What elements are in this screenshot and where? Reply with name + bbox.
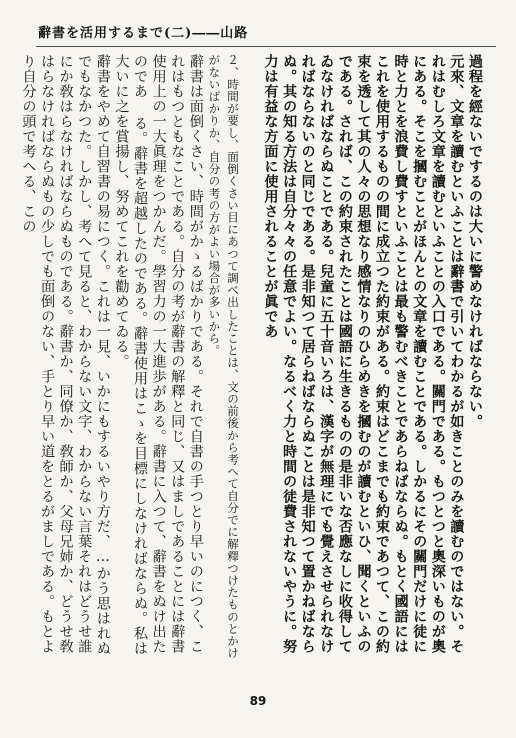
paragraph: 元來、文章を讀むといふことは辭書で引いてわかるが如きことのみを讀むのではない。それはむしろ文章を讀むといふことの入口である。關門である。もつとつと奧深いものが奧にある。そこを摑むことがほんとの文章を讀むことである。しかるにその關門だけに徒に時と力とを浪費し費すといふことは最も警むべきことであらねばならぬ。もとく國語にはこれを使用するものの間に成立つた約束がある。約束はどこまでも約束であつて、この約束を透して其の人々の思想なり感情なりのひらめきを摑むのが讀むといひ、聞くといふのである。されば、この約束されたことは國語に生きるものの是非いな否應なしに收得してゐなければならぬことである。兒童に五十音いろは、漢字が無理にでも覺えさせられなければならないのと同じである。是非知つて居らねばならぬことは是非知つて置かねばならぬ。其の知る方法は自分々々の任意でよい。なるべく力と時間の徒費されないやうに。努力は有益な方面に使用されることが眞であ xyxy=(262,54,465,654)
paragraph: 過程を經ないでするのは大いに警めなければならない。 xyxy=(467,54,483,429)
running-header: 辭書を活用するまで(二)――山路 xyxy=(38,26,249,41)
paragraph: 辭書をやめて自習書の易につく。これは一見、いかにもするいやり方だ、…かう思はれぬでもなかつた。しかし、考へて見ると、わからない文字、わからない言葉それはどうせ誰にか敎はらなければならぬものである。辭書か、同僚か、敎師か、父母兄姉か、どうせ敎はらなければならぬもの少しでも面倒のない、手とり早い道をとるがましである。もとより自分の頭で考へる、この xyxy=(20,54,111,656)
header-rule xyxy=(36,46,496,47)
text-column-left xyxy=(20,54,242,666)
paragraph: ２、時間が要し、面倒くさい目にあつて調べ出したことは、文の前後から考へて自分でに解釋つけたものとかけがないばかりか、自分の考の方がよい場合が多いから。 xyxy=(207,54,240,659)
page-number: 89 xyxy=(249,694,267,708)
paragraph: 辭書は面倒くさい、時間がかゝるばかりである。それで自書の手つとり早いのにつく、これはもつともなことである。自分の考が辭書の解釋と同じ、又はましであることには辭書使用上の一大眞理をつかんだ。學習力の一大進歩がある。辭書に入つて、辭書をぬけ出たのであ る。辭書を超越したのである。辭書使用はこゝを目標にしなければならぬ。私は大いに之を賞揚し、努めてこれを勸めてゐる。 xyxy=(113,54,204,656)
text-column-right xyxy=(258,54,484,666)
